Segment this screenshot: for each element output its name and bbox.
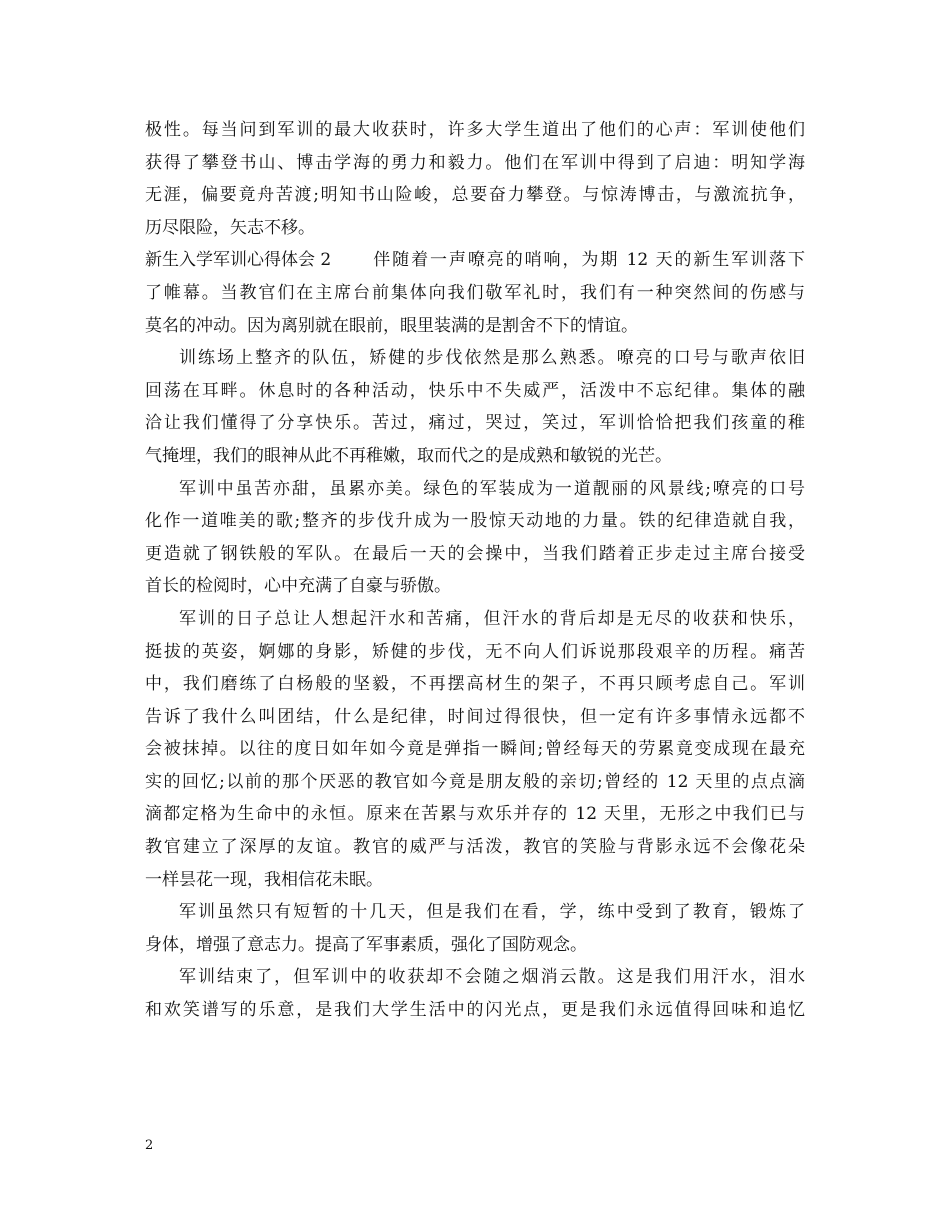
- text-line: 更造就了钢铁般的军队。在最后一天的会操中，当我们踏着正步走过主席台接受: [145, 543, 805, 564]
- section-heading: 新生入学军训心得体会 2: [145, 250, 332, 271]
- text-line: 滴都定格为生命中的永恒。原来在苦累与欢乐并存的 12 天里，无形之中我们已与: [145, 804, 805, 825]
- text-line: 无涯，偏要竟舟苦渡;明知书山险峻，总要奋力攀登。与惊涛博击，与激流抗争，: [145, 185, 805, 206]
- text-line: 会被抹掉。以往的度日如年如今竟是弹指一瞬间;曾经每天的劳累竟变成现在最充: [145, 739, 805, 760]
- document-body: [145, 114, 805, 1027]
- text-line: 了帷幕。当教官们在主席台前集体向我们敬军礼时，我们有一种突然间的伤感与: [145, 282, 805, 303]
- page-number: 2: [145, 1138, 154, 1153]
- text-line: 军训的日子总让人想起汗水和苦痛，但汗水的背后却是无尽的收获和快乐，: [179, 608, 805, 629]
- text-line: 洽让我们懂得了分享快乐。苦过，痛过，哭过，笑过，军训恰恰把我们孩童的稚: [145, 413, 805, 434]
- text-line: 莫名的冲动。因为离别就在眼前，眼里装满的是割舍不下的情谊。: [145, 315, 638, 336]
- text-line: 首长的检阅时，心中充满了自豪与骄傲。: [145, 576, 451, 597]
- text-line: 化作一道唯美的歌;整齐的步伐升成为一股惊天动地的力量。铁的纪律造就自我，: [145, 511, 805, 532]
- text-line: 挺拔的英姿，婀娜的身影，矫健的步伐，无不向人们诉说那段艰辛的历程。痛苦: [145, 641, 805, 662]
- line-text: 伴随着一声嘹亮的哨响，为期 12 天的新生军训落下: [373, 250, 805, 271]
- text-line: 实的回忆;以前的那个厌恶的教官如今竟是朋友般的亲切;曾经的 12 天里的点点滴: [145, 771, 805, 792]
- text-line: 和欢笑谱写的乐意，是我们大学生活中的闪光点，更是我们永远值得回味和追忆: [145, 1000, 805, 1021]
- text-line: 训练场上整齐的队伍，矫健的步伐依然是那么熟悉。嘹亮的口号与歌声依旧: [179, 348, 805, 369]
- text-line: 气掩埋，我们的眼神从此不再稚嫩，取而代之的是成熟和敏锐的光芒。: [145, 445, 672, 466]
- text-line: 获得了攀登书山、博击学海的勇力和毅力。他们在军训中得到了启迪：明知学海: [145, 152, 805, 173]
- text-line: 告诉了我什么叫团结，什么是纪律，时间过得很快，但一定有许多事情永远都不: [145, 706, 805, 727]
- text-line: 一样昙花一现，我相信花未眠。: [145, 869, 383, 890]
- text-line: 军训结束了，但军训中的收获却不会随之烟消云散。这是我们用汗水，泪水: [179, 967, 805, 988]
- text-line: 教官建立了深厚的友谊。教官的威严与活泼，教官的笑脸与背影永远不会像花朵: [145, 837, 805, 858]
- text-line: 身体，增强了意志力。提高了军事素质，强化了国防观念。: [145, 934, 587, 955]
- text-line: 中，我们磨练了白杨般的坚毅，不再摆高材生的架子，不再只顾考虑自己。军训: [145, 674, 805, 695]
- text-line: [145, 244, 805, 277]
- text-line: 极性。每当问到军训的最大收获时，许多大学生道出了他们的心声：军训使他们: [145, 120, 805, 140]
- text-line: 回荡在耳畔。休息时的各种活动，快乐中不失威严，活泼中不忘纪律。集体的融: [145, 380, 805, 401]
- text-line: 历尽限险，矢志不移。: [145, 217, 315, 238]
- text-line: 军训虽然只有短暂的十几天，但是我们在看，学，练中受到了教育，锻炼了: [179, 902, 805, 923]
- text-line: 军训中虽苦亦甜，虽累亦美。绿色的军装成为一道靓丽的风景线;嘹亮的口号: [179, 478, 805, 499]
